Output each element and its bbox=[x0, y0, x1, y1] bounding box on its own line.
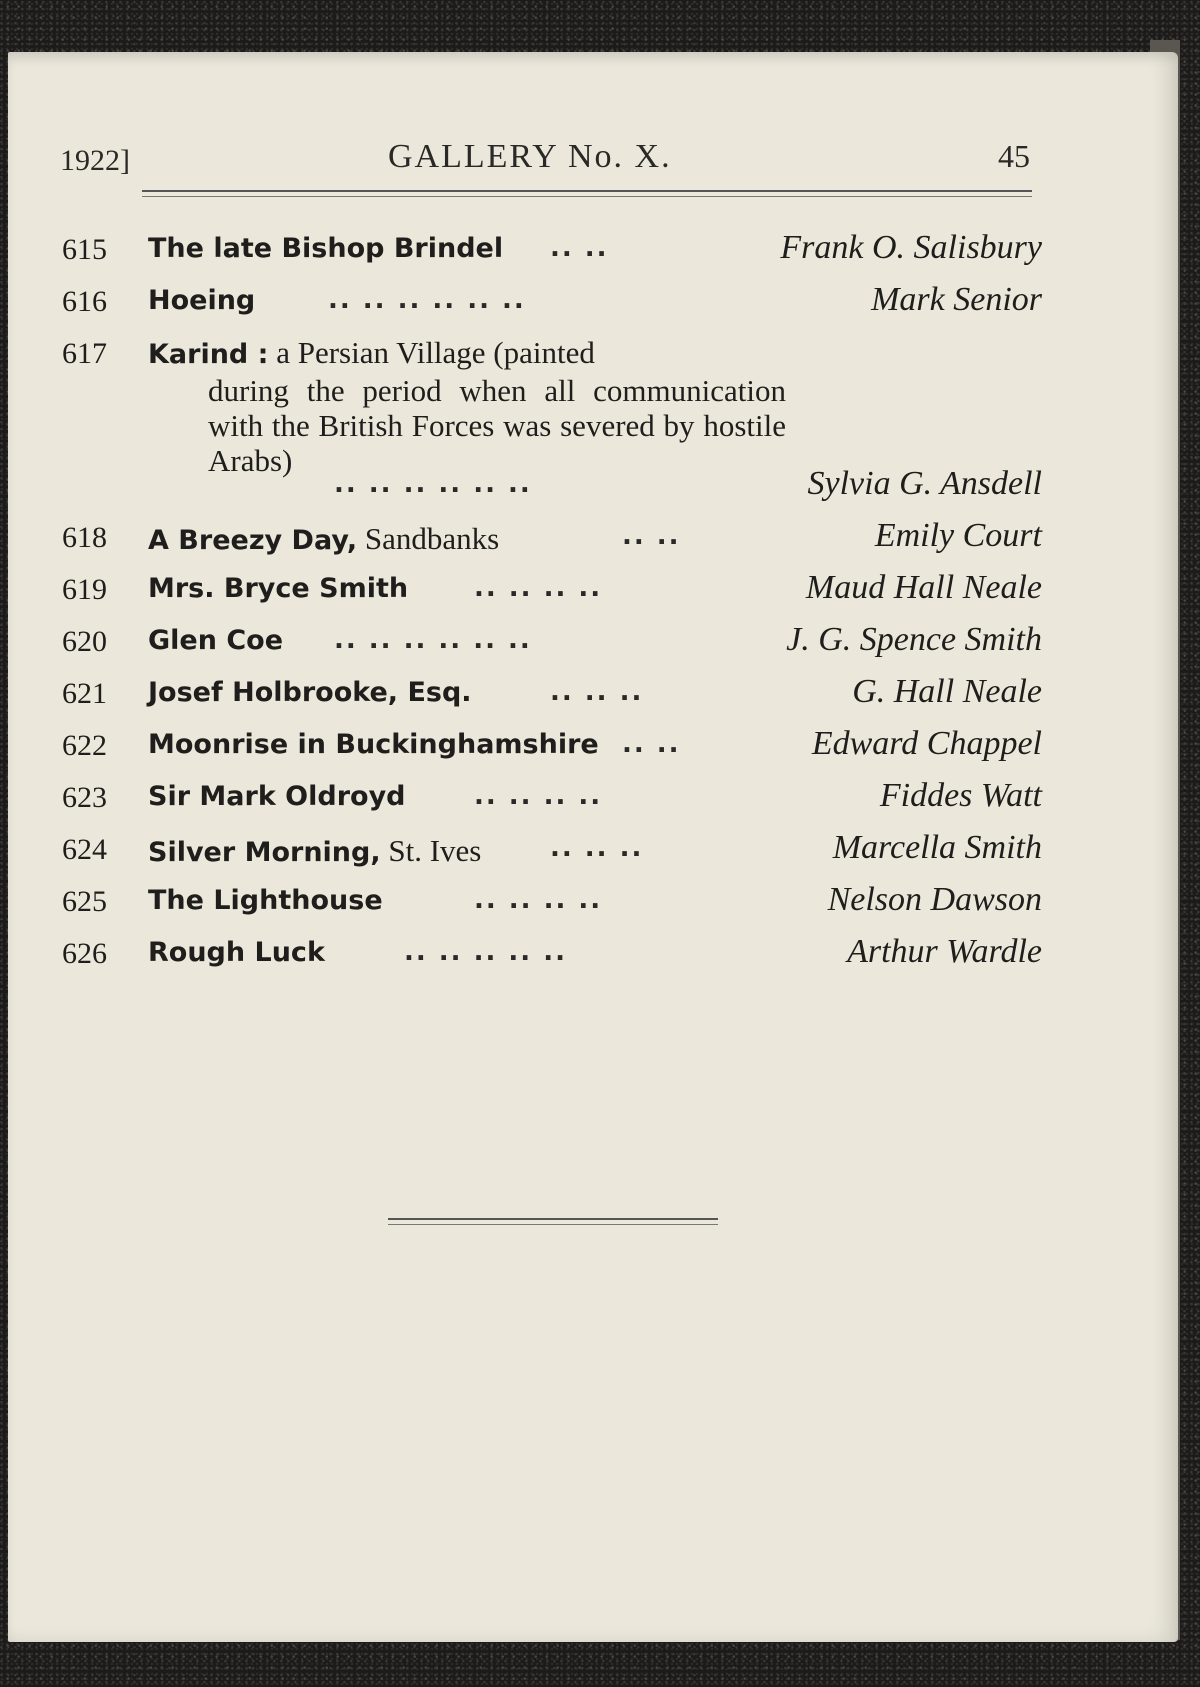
dot-leader: .. .. bbox=[622, 521, 681, 551]
catalogue-entry bbox=[62, 617, 1042, 669]
entry-title-bold: Karind : bbox=[148, 339, 269, 370]
catalogue-entry bbox=[62, 329, 1042, 513]
dot-leader: .. .. bbox=[622, 729, 681, 759]
dot-leader: .. .. .. .. bbox=[474, 885, 603, 915]
dot-leader: .. .. .. .. bbox=[474, 781, 603, 811]
catalogue-entry bbox=[62, 929, 1042, 981]
entry-number: 616 bbox=[62, 285, 107, 318]
entry-artist: G. Hall Neale bbox=[852, 673, 1042, 710]
entry-artist: Arthur Wardle bbox=[847, 933, 1042, 970]
entry-number: 623 bbox=[62, 781, 107, 814]
dot-leader: .. .. bbox=[550, 233, 609, 263]
entry-title: Hoeing bbox=[148, 285, 256, 316]
entry-number: 625 bbox=[62, 885, 107, 918]
entry-title: Sir Mark Oldroyd bbox=[148, 781, 406, 812]
catalogue-entry bbox=[62, 277, 1042, 329]
entry-number: 622 bbox=[62, 729, 107, 762]
entry-title-rest: a Persian Village (painted bbox=[268, 335, 595, 370]
entry-number: 626 bbox=[62, 937, 107, 970]
page-title: GALLERY No. X. bbox=[388, 138, 672, 175]
page-number: 45 bbox=[998, 138, 1030, 174]
header-rule bbox=[142, 190, 1032, 197]
entry-title-rest: Sandbanks bbox=[357, 521, 500, 556]
dot-leader: .. .. .. .. .. .. bbox=[328, 285, 526, 315]
entry-artist: Emily Court bbox=[874, 517, 1042, 554]
entry-title bbox=[148, 833, 481, 869]
entry-number: 621 bbox=[62, 677, 107, 710]
entry-artist: Maud Hall Neale bbox=[805, 569, 1042, 606]
entry-number: 615 bbox=[62, 233, 107, 266]
running-head bbox=[60, 138, 1035, 178]
entry-title: The late Bishop Brindel bbox=[148, 233, 504, 264]
entry-number: 617 bbox=[62, 337, 107, 370]
entry-title: Glen Coe bbox=[148, 625, 284, 656]
catalogue-entry bbox=[62, 877, 1042, 929]
entry-title: Mrs. Bryce Smith bbox=[148, 573, 409, 604]
dot-leader: .. .. .. .. bbox=[474, 573, 603, 603]
entry-artist: Nelson Dawson bbox=[827, 881, 1042, 918]
entry-number: 618 bbox=[62, 521, 107, 554]
dot-leader: .. .. .. bbox=[550, 833, 644, 863]
entry-number: 624 bbox=[62, 833, 107, 866]
catalogue-entry bbox=[62, 669, 1042, 721]
entry-title-bold: Silver Morning, bbox=[148, 837, 381, 868]
catalogue-entry bbox=[62, 565, 1042, 617]
entry-artist: Sylvia G. Ansdell bbox=[807, 465, 1042, 502]
entry-title: Josef Holbrooke, Esq. bbox=[148, 677, 472, 708]
entry-description: during the period when all communication with the British Forces was severed by hostile Arabs) bbox=[208, 373, 786, 478]
entry-artist: Frank O. Salisbury bbox=[780, 229, 1042, 266]
dot-leader: .. .. .. bbox=[550, 677, 644, 707]
entry-artist: Mark Senior bbox=[871, 281, 1042, 318]
entry-title: The Lighthouse bbox=[148, 885, 383, 916]
entry-title-rest: St. Ives bbox=[380, 833, 482, 868]
dot-leader: .. .. .. .. .. .. bbox=[334, 625, 532, 655]
catalogue-entries bbox=[62, 225, 1042, 981]
entry-artist: J. G. Spence Smith bbox=[786, 621, 1042, 658]
catalogue-entry bbox=[62, 773, 1042, 825]
catalogue-entry bbox=[62, 513, 1042, 565]
entry-title: Rough Luck bbox=[148, 937, 325, 968]
entry-title: Moonrise in Buckinghamshire bbox=[148, 729, 599, 760]
entry-artist: Marcella Smith bbox=[832, 829, 1042, 866]
entry-artist: Fiddes Watt bbox=[879, 777, 1042, 814]
dot-leader: .. .. .. .. .. bbox=[404, 937, 567, 967]
catalogue-entry bbox=[62, 225, 1042, 277]
entry-number: 620 bbox=[62, 625, 107, 658]
entry-number: 619 bbox=[62, 573, 107, 606]
entry-title bbox=[148, 335, 595, 371]
header-year: 1922] bbox=[60, 144, 130, 177]
entry-artist: Edward Chappel bbox=[811, 725, 1042, 762]
entry-title-bold: A Breezy Day, bbox=[148, 525, 358, 556]
catalogue-entry bbox=[62, 721, 1042, 773]
end-rule bbox=[388, 1218, 718, 1225]
catalogue-entry bbox=[62, 825, 1042, 877]
entry-title bbox=[148, 521, 499, 557]
dot-leader: .. .. .. .. .. .. bbox=[334, 469, 532, 499]
